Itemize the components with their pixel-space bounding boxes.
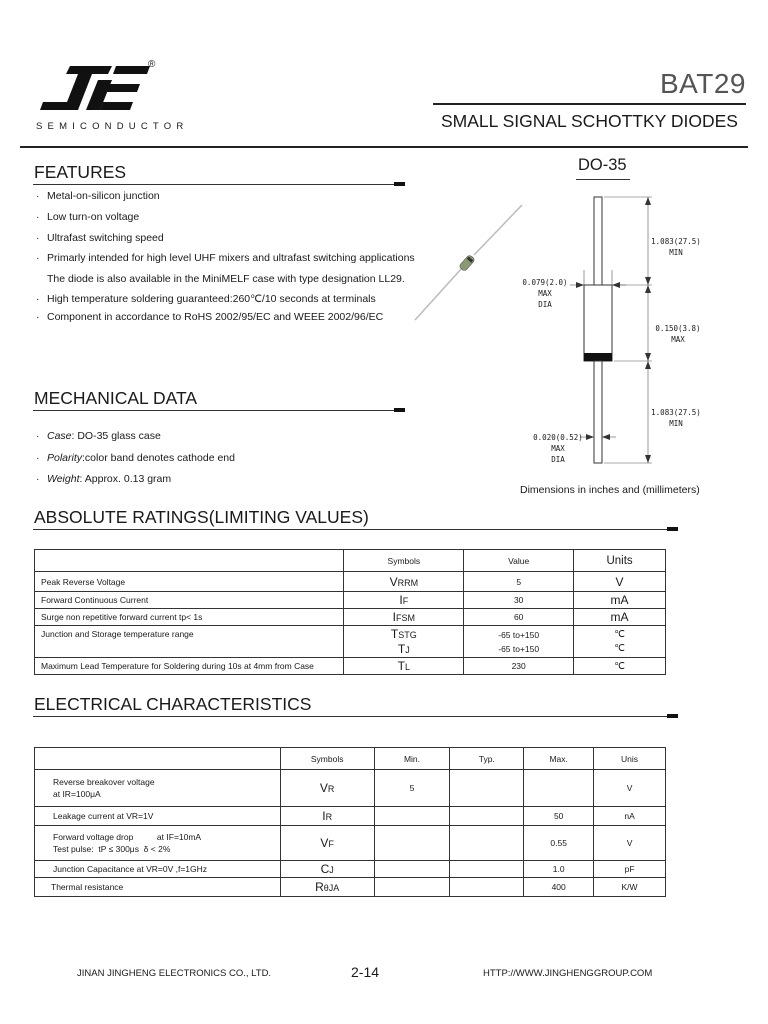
table-row: Junction Capacitance at VR=0V ,f=1GHz CJ 1.0 pF: [35, 861, 666, 878]
list-item: · Case: DO-35 glass case: [36, 430, 161, 442]
absolute-ratings-table: [34, 549, 666, 675]
page-number: 2-14: [351, 964, 380, 980]
table-header-row: Symbols Value Units: [35, 550, 666, 572]
dim-body-diameter: 0.079(2.0) MAX DIA: [522, 278, 568, 309]
dim-lead-length-bottom: 1.083(27.5) MIN: [651, 408, 701, 428]
table-header-row: Symbols Min. Typ. Max. Unis: [35, 748, 666, 770]
footer-company: JINAN JINGHENG ELECTRONICS CO., LTD.: [77, 968, 272, 979]
page-subtitle: SMALL SIGNAL SCHOTTKY DIODES: [441, 111, 738, 131]
divider: [20, 146, 748, 148]
company-logo: [40, 66, 150, 110]
package-name: DO-35: [578, 156, 627, 174]
table-row: Maximum Lead Temperature for Soldering during 10s at 4mm from Case TL 230 ℃: [35, 658, 666, 675]
list-item: The diode is also available in the MiniMELF case with type designation LL29.: [47, 273, 405, 285]
absolute-ratings-title: ABSOLUTE RATINGS(LIMITING VALUES): [34, 507, 369, 527]
registered-mark: ®: [148, 59, 156, 70]
table-row: Thermal resistance RθJA 400 K/W: [35, 878, 666, 897]
dimension-note: Dimensions in inches and (millimeters): [520, 484, 700, 496]
company-tagline: SEMICONDUCTOR: [36, 121, 189, 132]
section-marker: [394, 408, 405, 412]
list-item: · High temperature soldering guaranteed:260℃/10 seconds at terminals: [36, 293, 376, 305]
section-underline: [33, 716, 678, 717]
section-marker: [667, 527, 678, 531]
footer-url[interactable]: HTTP://WWW.JINGHENGGROUP.COM: [483, 968, 653, 979]
list-item: · Low turn-on voltage: [36, 211, 140, 223]
table-row: Forward Continuous Current IF 30 mA: [35, 592, 666, 609]
part-number: BAT29: [659, 68, 746, 99]
table-row: Leakage current at VR=1V IR 50 nA: [35, 807, 666, 826]
section-underline: [33, 529, 678, 530]
electrical-title: ELECTRICAL CHARACTERISTICS: [34, 694, 312, 714]
list-item: · Ultrafast switching speed: [36, 232, 164, 244]
section-underline: [33, 410, 405, 411]
mechanical-title: MECHANICAL DATA: [34, 388, 198, 408]
list-item: · Metal-on-silicon junction: [36, 190, 160, 202]
electrical-table: [34, 747, 666, 897]
dim-lead-diameter: 0.020(0.52) MAX DIA: [533, 433, 583, 464]
table-row: Surge non repetitive forward current tp< 1s IFSM 60 mA: [35, 609, 666, 626]
table-row: Forward voltage drop at IF=10mA Test pulse: tP ≤ 300μs δ < 2% VF 0.55 V: [35, 826, 666, 861]
list-item: · Primarly intended for high level UHF mixers and ultrafast switching applications: [36, 252, 415, 264]
list-item: · Component in accordance to RoHS 2002/95/EC and WEEE 2002/96/EC: [36, 311, 384, 323]
dim-body-length: 0.150(3.8) MAX: [655, 324, 701, 344]
table-row: Junction and Storage temperature range TSTG TJ -65 to+150 -65 to+150 ℃ ℃: [35, 626, 666, 658]
features-title: FEATURES: [34, 162, 127, 182]
section-marker: [394, 182, 405, 186]
list-item: · Weight: Approx. 0.13 gram: [36, 473, 172, 485]
section-underline: [576, 179, 630, 180]
table-row: Peak Reverse Voltage VRRM 5 V: [35, 572, 666, 592]
dim-lead-length-top: 1.083(27.5) MIN: [651, 237, 701, 257]
list-item: · Polarity:color band denotes cathode end: [36, 452, 235, 464]
section-underline: [33, 184, 405, 185]
table-row: Reverse breakover voltage at IR=100μA VR 5 V: [35, 770, 666, 807]
section-marker: [667, 714, 678, 718]
divider: [433, 103, 746, 105]
